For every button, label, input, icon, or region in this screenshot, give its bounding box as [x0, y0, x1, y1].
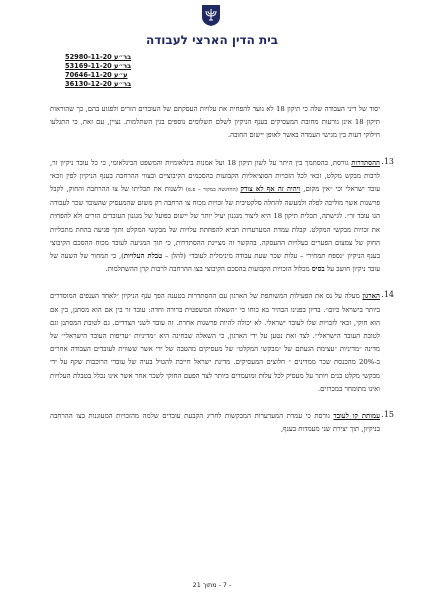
defined-term: טבלת העלויות	[123, 252, 163, 261]
emphasis-note: (ההדגשה במקור –	[195, 187, 241, 194]
text-run: ), כי	[111, 252, 124, 261]
case-number: ע״ע 70646-11-20	[65, 71, 128, 79]
emphasis-note-end: )	[185, 187, 188, 194]
text-run: גורסת כי עמדת המערערות המבקשות לחריג הקבעת עובדים שלמה מהזכויות המעוגנות בצו ההרחבה בניקיון, תוך יצירת שני מעמדות בענף,	[50, 412, 380, 434]
paragraph-13	[50, 156, 394, 277]
paragraph-number: 13.	[381, 156, 394, 166]
text-run: ״אין מקום,	[300, 185, 333, 194]
text-run: ולשנות את תכליתו של צו ההרחבה והחוק, לקבל פרשנות אשר מוליכה לפלה ולמעשה להחלה סלקטיבית של זכויות מכוח צו הרחבה רק משום שהמעסיק שהעובד שכר לעבודה הנו עובד זר״. לגישתה, תכלית תיקון 18 היא ליצור מנגנון יעיל יותר של יישום בפועל של מנגנון העובדים הזרים ולא להפחית את זכויות מבקשי המקלט. קבלת עמדת המערערות תביא להפחתת עלויות של מבקשי המקלט ותוך פגיעה בהחת מתכליות החוק של צמצום הפערים בעלויות ההעסקה. בהקשר זה מציינת ההסתדרות, כי תוך המגיעה לעובד מכוח ההסכם הקיבוצי בענף הניקיון	[50, 185, 381, 261]
emphasis: ויהיה זה אף לא צודק	[240, 185, 301, 194]
paragraph-text	[50, 290, 380, 396]
emphasis-note-source: פ.פ	[187, 187, 196, 194]
case-number: בר״ע 52980-11-20	[65, 53, 132, 61]
party-name: ההסתדרות	[351, 158, 380, 167]
case-number-list	[65, 53, 135, 89]
intro-paragraph: יסוד של דיני העבודה שלה כי תיקון 18 לא נועד להפחית את עלויות העסקתם של העובדים הזרים ולפגוע בהם, כך שהוראות תיקון 18 אינן גורעות מחובת המעסיקים בענף הניקיון לשלם תשלומים נוספים בגין השתלמות. נציין, עם זאת, כי התגלעו חילוקי דעות בין מגישי העמדה באשר לאופן יישום החובה.	[50, 105, 380, 140]
party-name: עמותת קו לעובד	[333, 412, 380, 421]
page-footer: - 7 - מתוך 21	[192, 581, 232, 589]
text-run: ״נספח תמחירי – עלות שכר שעת עבודה מינימלית לעובד״	[188, 252, 345, 261]
text-run: מכלול הזכויות הקבועות בהסכם הקיבוצי בצו ההרחבה לרבות קרן ההשתלמות.	[105, 265, 312, 274]
paragraph-text	[50, 410, 380, 436]
paragraph-14	[50, 290, 394, 396]
emphasis: בסיס	[311, 265, 325, 274]
paragraph-15	[50, 410, 394, 436]
paragraph-number: 15.	[381, 410, 394, 420]
case-number: בר״ע 36130-12-20	[65, 80, 132, 88]
text-run: (להלן –	[162, 252, 189, 261]
text-run: גורסת, בהסתמך בין היתר על לשון תיקון 18 ועל אמנות בינלאומיות והמשפט הבינלאומי, כי כל עובד ניקיון זר, לרבות מבקש מקלט, זכאי לכל הזכויות הסוציאליות הקבועות בהסכמים הקיבוציים ובצווי ההרחבה בענף הניקיון לפין וזכאי עובד ישראלי וכי	[50, 158, 380, 194]
paragraph-number: 14.	[381, 290, 394, 300]
menorah-emblem-icon	[200, 3, 222, 27]
document-body	[50, 103, 394, 450]
party-name: הארגון	[362, 292, 380, 301]
text-run: תמחור של השעה של עובד ניקיון חושב על	[50, 252, 380, 274]
paragraph-text	[50, 157, 380, 277]
text-run: מעלה על נס את הפעילות המשותפת של הארגון עם ההסתדרות בטענה הפך ענף הניקיון ״לאחד הענפים המוסדרים ביותר בישראל כיום״. בדיון בפנינו הבהיר בא כוחו כי ״השאלה המשפטית ברורה וחדה: עובד זר בין אם הוא מסתנן, בין אם הוא חוקי, זכאי לזכויות שלו לעובד ישראלי. לא יכולה להיות פרשנות אחרת. זה עובד לשני הצדדים. גם לטובת המסתנן וגם לטובת העובד הישראלי״. לצד זאת נטען על ידי הארגון, כי השאלה שבחינה היא ״מדיניות ״עדיפות העובד הישראלי״ של מדינה ״מדיניות ״עצימת הגעתם של ״מבקשי המקלט״ של מעסיקים מהטבה של ידי אשר ששווית לעובדים העבודה אחרים ב-20% מהכנסת שכר ממדינים ״ חלוצים המעסיקים. מדינת ישראל חייבת להטיל בעיה של עובדי הרוכבות שקף על ידי מבקשי מקלט כנים ויותר על מעסיק לכל עלות ומועמדים ביותר לצד הפעם החוקי לשכר אחר אשר אינו נכלל בטבלת העלויות ואינו מתומחר במכרזים.	[50, 292, 380, 393]
court-name: בית הדין הארצי לעבודה	[145, 33, 279, 47]
case-number: בר״ע 53169-11-20	[65, 62, 132, 70]
